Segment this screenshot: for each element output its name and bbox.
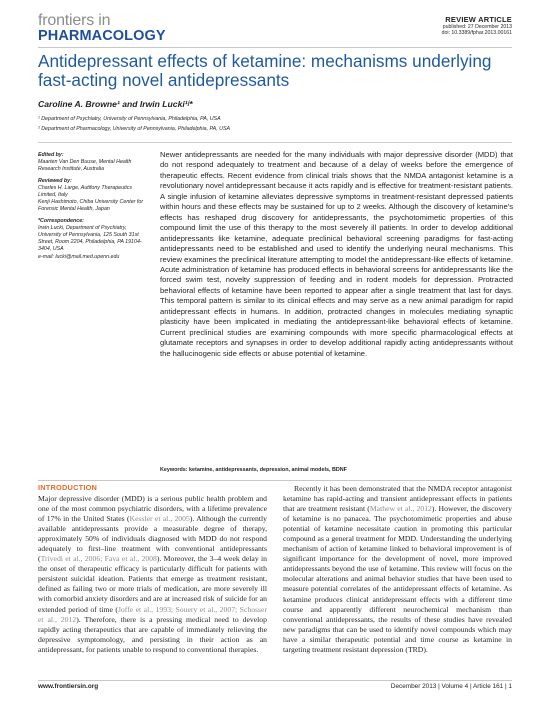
citation-link[interactable]: Mathew et al., 2012 xyxy=(369,504,432,514)
published-date: published: 27 December 2013 xyxy=(442,23,512,30)
text-run: ). Although the currently available antidepressants provide a measurable degree of therapy, approximately 50% of individuals diagnosed with MDD do not respond adequately to first–line treatment with conventional antidepressants ( xyxy=(38,514,267,564)
intro-paragraph-1 xyxy=(38,494,267,655)
abstract: Newer antidepressants are needed for the many individuals with major depressive disorder (MDD) that do not respond adequately to treatment and because of a delay of weeks before the emergence of therapeutic effects. Recent evidence from clinical trials shows that the NMDA antagonist ketamine is a revolutionary novel antidepressant because it acts rapidly and is effective for treatment-resistant patients. A single infusion of ketamine alleviates depressive symptoms in treatment-resistant depressed patients within hours and these effects may be sustained for up to 2 weeks. Although the discovery of ketamine's effects has reshaped drug discovery for antidepressants, the psychotomimetic properties of this compound limit the use of this therapy to the most severely ill patients. In order to develop additional antidepressants like ketamine, adequate preclinical behavioral screening paradigms for fast-acting antidepressants need to be established and used to identify the underlying neural mechanisms. This review examines the preclinical literature attempting to model the antidepressant-like effects of ketamine. Acute administration of ketamine has produced effects in behavioral screens for antidepressants like the forced swim test, novelty suppression of feeding and in rodent models for depression. Protracted behavioral effects of ketamine have been reported to appear after a single treatment that last for days. This temporal pattern is similar to its clinical effects and may serve as a new animal paradigm for rapid antidepressant effects in humans. In addition, protracted changes in molecules mediating synaptic plasticity have been implicated in mediating the antidepressant-like behavioral effects of ketamine. Current preclinical studies are examining compounds with more specific pharmacological effects at glutamate receptors and synapses in order to develop additional rapidly acting antidepressants without the hallucinogenic side effects or abuse potential of ketamine. xyxy=(160,150,513,358)
correspondence-label: *Correspondence: xyxy=(38,217,84,224)
text-run: ). However, the discovery of ketamine is no panacea. The psychotomimetic properties and abuse potential of ketamine necessitate caution in promoting this particular compound as a general treatment for MDD. Understanding the underlying mechanism of action of ketamine linked to behavioral improvement is of significant importance for the development of novel, more improved antidepressants beyond the use of ketamine. This review will focus on the molecular alterations and animal behavior studies that have been used to measure potential correlates of the antidepressant effects of ketamine. As ketamine produces clinical antidepressant effects with a different time course and apparently different neurochemical mechanism than conventional antidepressants, the results of these studies have revealed new paradigms that can be used to identify novel compounds which may have a similar therapeutic potential and time course as ketamine in targeting treatment resistant depression (TRD). xyxy=(283,504,512,654)
text-run: Major depressive disorder (MDD) is a serious public health problem and one of the most common psychiatric disorders, with a lifetime prevalence of 17% in the United States ( xyxy=(38,494,267,524)
text-run: ). Moreover, the 3–4 week delay in the onset of therapeutic efficacy is particularly difficult for patients with persistent suicidal ideation. Patients that emerge as treatment resistant, defined as failing two or more trials of medication, are more severely ill with comorbid anxiety disorders and are at increased risk of suicide for an extended period of time ( xyxy=(38,554,267,614)
citation-link[interactable]: Joffe et al., 1993; Souery et al., 2007; Schosser et al., 2012 xyxy=(38,604,267,624)
reviewer-2: Kenji Hashimoto, Chiba University Center for Forensic Mental Health, Japan xyxy=(38,199,144,213)
journal-logo-line2: PHARMACOLOGY xyxy=(38,28,166,44)
affiliation-2: ² Department of Pharmacology, University of Pennsylvania, Philadelphia, PA, USA xyxy=(38,126,231,132)
journal-logo-line1: frontiers in xyxy=(38,12,111,29)
body-column-left xyxy=(38,494,267,655)
article-sidebar xyxy=(38,152,150,261)
correspondence-text: Irwin Lucki, Department of Psychiatry, University of Pennsylvania, 125 South 31st Street, Room 2204, Philadelphia, PA 19104-3404, USA xyxy=(38,224,142,253)
page-citation: December 2013 | Volume 4 | Article 161 | 1 xyxy=(390,683,512,690)
intro-paragraph-2 xyxy=(283,484,512,655)
doi[interactable]: doi: 10.3389/fphar.2013.00161 xyxy=(441,29,512,36)
keywords: Keywords: ketamine, antidepressants, depression, animal models, BDNF xyxy=(160,467,347,473)
citation-link[interactable]: Kessler et al., 2005 xyxy=(129,514,190,524)
section-heading-introduction: INTRODUCTION xyxy=(38,483,98,492)
reviewed-by-label: Reviewed by: xyxy=(38,177,72,184)
author-list: Caroline A. Browne¹ and Irwin Lucki¹ʲ* xyxy=(38,99,193,109)
article-type: REVIEW ARTICLE xyxy=(445,15,512,24)
edited-by-label: Edited by: xyxy=(38,152,64,158)
article-title: Antidepressant effects of ketamine: mechanisms underlying fast-acting novel antidepressants xyxy=(38,51,492,90)
text-run: Recently it has been demonstrated that the NMDA receptor antagonist ketamine has rapid-acting and transient antidepressant effects in patients that are treatment resistant ( xyxy=(283,484,512,514)
affiliation-divider xyxy=(38,142,512,143)
header-divider xyxy=(38,47,512,48)
keywords-divider xyxy=(38,480,512,481)
body-column-right xyxy=(283,484,512,655)
journal-website[interactable]: www.frontiersin.org xyxy=(38,683,99,690)
footer-divider xyxy=(38,680,512,681)
correspondence-email[interactable]: e-mail: lucki@mail.med.upenn.edu xyxy=(38,253,120,260)
reviewer-1: Charles H. Large, Autifony Therapeutics Limited, Italy xyxy=(38,184,133,199)
edited-by-text: Maarten Van Den Buuse, Mental Health Research Institute, Australia xyxy=(38,159,132,173)
journal-logo xyxy=(38,13,166,44)
affiliation-1: ¹ Department of Psychiatry, University of Pennsylvania, Philadelphia, PA, USA xyxy=(38,116,221,122)
article-header-meta xyxy=(442,16,512,37)
citation-link[interactable]: Trivedi et al., 2006; Fava et al., 2008 xyxy=(40,554,157,564)
text-run: ). Therefore, there is a pressing medical need to develop rapidly acting therapeutics that are capable of immediately relieving the depressive symptomology, and persisting in their action as an antidepressant, for patients unable to respond to conventional therapies. xyxy=(38,614,267,654)
